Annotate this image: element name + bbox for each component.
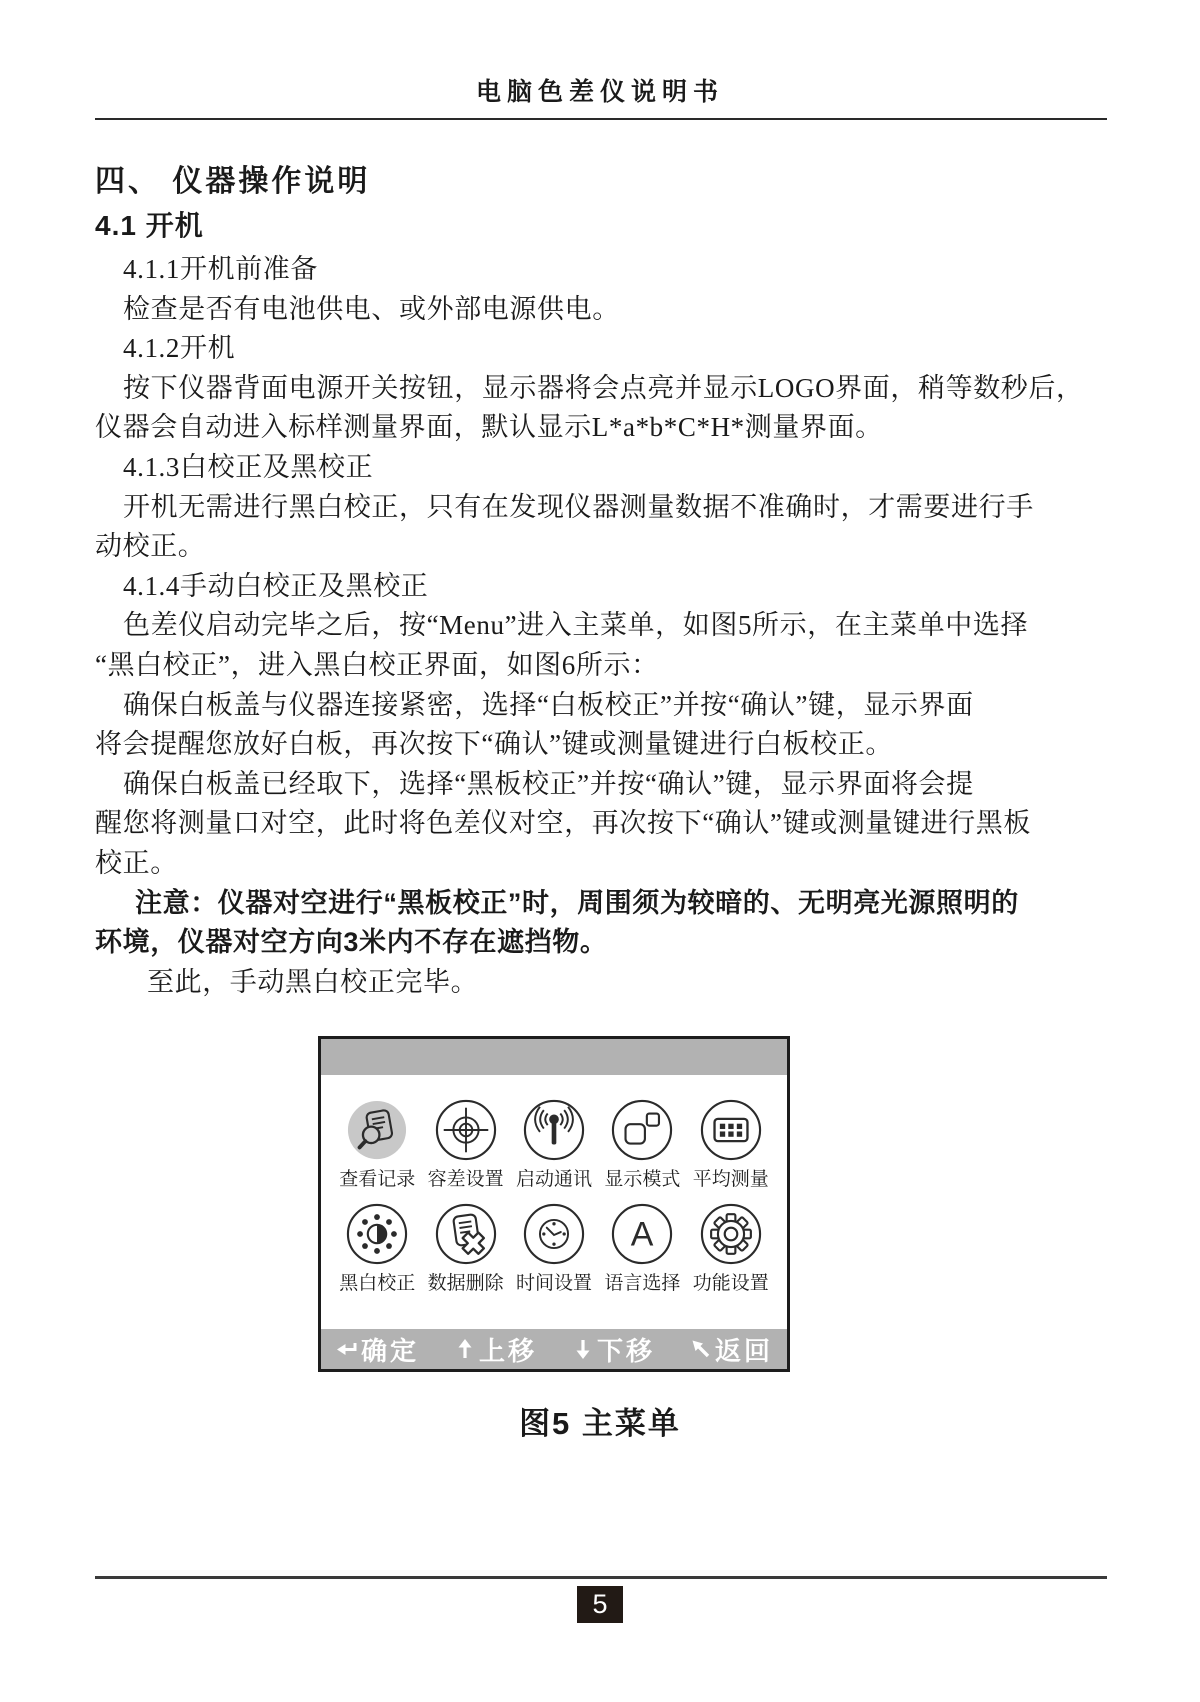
note-line: 注意：仪器对空进行“黑板校正”时，周围须为较暗的、无明亮光源照明的: [135, 887, 1019, 918]
average-measure-icon: [700, 1099, 762, 1161]
menu-item-data-delete: [421, 1203, 509, 1295]
menu-item-label: 查看记录: [339, 1169, 416, 1190]
body-line: 确保白板盖与仪器连接紧密，选择“白板校正”并按“确认”键，显示界面: [123, 689, 974, 720]
figure-main-menu-screen: [318, 1036, 790, 1372]
body-line: 动校正。: [95, 531, 206, 562]
body-line: 4.1.2开机: [123, 333, 236, 364]
menu-item-label: 容差设置: [427, 1169, 504, 1190]
body-line: 4.1.4手动白校正及黑校正: [123, 570, 429, 601]
softkey-move-down: [571, 1331, 655, 1368]
menu-item-label: 功能设置: [692, 1273, 769, 1294]
menu-item-communication: [510, 1099, 598, 1191]
menu-item-function-setting: [687, 1203, 775, 1295]
menu-grid: [321, 1075, 787, 1295]
tolerance-setting-icon: [435, 1099, 497, 1161]
language-select-icon: [611, 1203, 673, 1265]
menu-item-label: 平均测量: [692, 1169, 769, 1190]
softkey-label: 上移: [478, 1335, 537, 1366]
subsection-heading: 4.1 开机: [95, 210, 204, 241]
menu-item-time-setting: [510, 1203, 598, 1295]
body-line: 仪器会自动进入标样测量界面，默认显示L*a*b*C*H*测量界面。: [95, 412, 883, 443]
menu-item-tolerance: [421, 1099, 509, 1191]
page-number: 5: [577, 1586, 623, 1623]
body-line: “黑白校正”，进入黑白校正界面，如图6所示：: [95, 649, 659, 680]
down-arrow-icon: [571, 1337, 595, 1361]
menu-item-label: 时间设置: [515, 1273, 592, 1294]
body-line: 醒您将测量口对空，此时将色差仪对空，再次按下“确认”键或测量键进行黑板: [95, 808, 1031, 839]
menu-item-language-select: [598, 1203, 686, 1295]
body-text: [95, 250, 1109, 1002]
figure-caption: 图5 主菜单: [519, 1406, 681, 1441]
data-delete-icon: [435, 1203, 497, 1265]
menu-item-display-mode: [598, 1099, 686, 1191]
body-line: 按下仪器背面电源开关按钮，显示器将会点亮并显示LOGO界面，稍等数秒后，: [123, 372, 1084, 403]
softkey-label: 下移: [596, 1335, 655, 1366]
function-setting-icon: [700, 1203, 762, 1265]
svg-text:A: A: [631, 1215, 654, 1254]
softkey-confirm: [335, 1331, 419, 1368]
softkey-move-up: [453, 1331, 537, 1368]
softkey-bar: [321, 1329, 787, 1369]
page-title: 电脑色差仪说明书: [475, 78, 724, 106]
bw-calibration-icon: [346, 1203, 408, 1265]
body-line: 4.1.3白校正及黑校正: [123, 451, 374, 482]
menu-item-label: 语言选择: [604, 1273, 681, 1294]
time-setting-icon: [523, 1203, 585, 1265]
softkey-back: [689, 1331, 773, 1368]
section-heading: 四、 仪器操作说明: [95, 165, 371, 198]
menu-item-label: 数据删除: [427, 1273, 504, 1294]
menu-item-label: 黑白校正: [339, 1273, 416, 1294]
softkey-label: 返回: [714, 1335, 773, 1366]
body-line: 开机无需进行黑白校正，只有在发现仪器测量数据不准确时，才需要进行手: [123, 491, 1034, 522]
view-records-icon: [346, 1099, 408, 1161]
menu-item-view-records: [333, 1099, 421, 1191]
menu-title-bar: [321, 1039, 787, 1075]
body-line: 校正。: [95, 847, 178, 878]
body-line: 4.1.1开机前准备: [123, 254, 318, 284]
menu-item-label: 显示模式: [604, 1169, 681, 1190]
body-line: 将会提醒您放好白板，再次按下“确认”键或测量键进行白板校正。: [95, 729, 893, 760]
menu-item-average-measure: [687, 1099, 775, 1191]
body-line: 至此，手动黑白校正完毕。: [147, 966, 479, 997]
note-line: 环境，仪器对空方向3米内不存在遮挡物。: [95, 927, 608, 958]
enter-arrow-icon: [335, 1337, 359, 1361]
body-line: 色差仪启动完毕之后，按“Menu”进入主菜单，如图5所示，在主菜单中选择: [123, 610, 1029, 641]
body-line: 检查是否有电池供电、或外部电源供电。: [123, 293, 620, 324]
up-arrow-icon: [453, 1337, 477, 1361]
menu-item-label: 启动通讯: [515, 1169, 592, 1190]
communication-icon: [523, 1099, 585, 1161]
footer-rule: [95, 1576, 1107, 1579]
back-arrow-icon: [689, 1337, 713, 1361]
header-rule: [95, 118, 1107, 120]
display-mode-icon: [611, 1099, 673, 1161]
menu-item-bw-calibration: [333, 1203, 421, 1295]
body-line: 确保白板盖已经取下，选择“黑板校正”并按“确认”键，显示界面将会提: [123, 768, 974, 799]
softkey-label: 确定: [361, 1335, 420, 1366]
